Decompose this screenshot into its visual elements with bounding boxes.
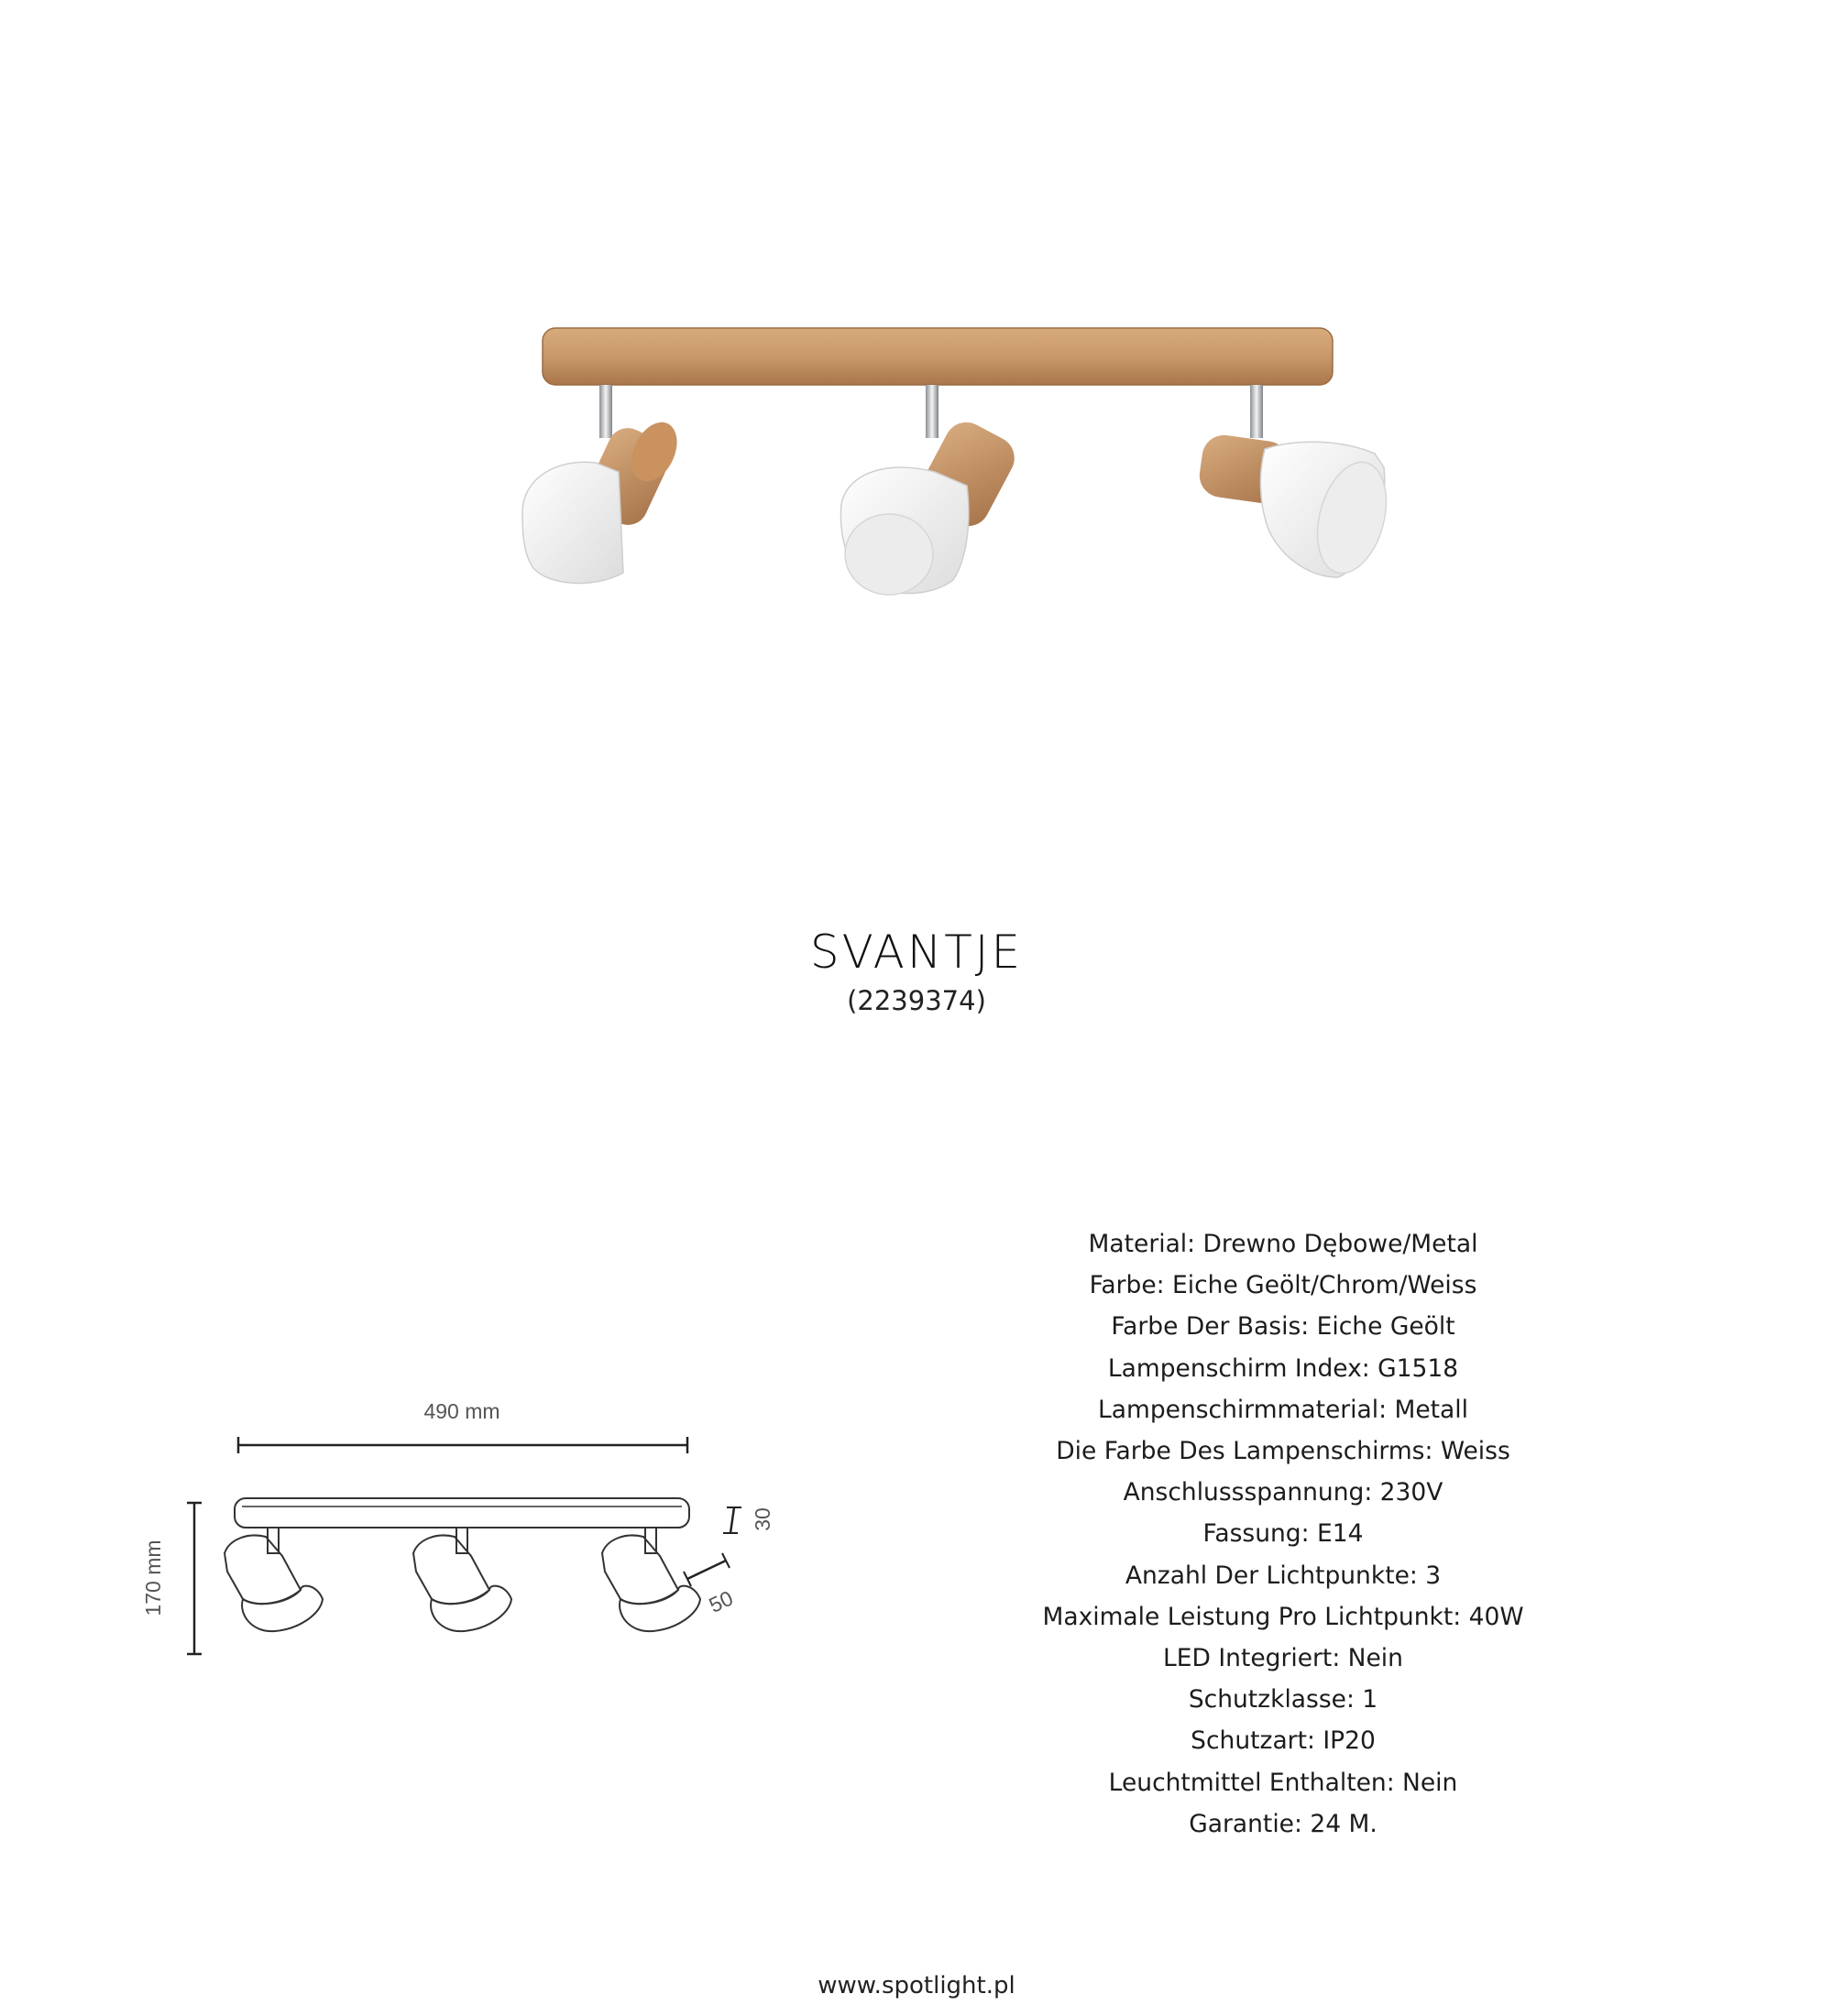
product-name: SVANTJE <box>809 926 1024 979</box>
specifications-list <box>971 1223 1595 1845</box>
wooden-bar <box>543 328 1333 385</box>
spot-outline-right <box>602 1528 700 1631</box>
product-code: (2239374) <box>847 985 986 1016</box>
spec-shade-material: Lampenschirmmaterial: Metall <box>1098 1395 1468 1424</box>
height-dimension-label: 170 mm <box>141 1539 165 1616</box>
spec-protection-class: Schutzklasse: 1 <box>1188 1685 1378 1715</box>
spec-shade-color: Die Farbe Des Lampenschirms: Weiss <box>1056 1437 1510 1466</box>
spot-left <box>522 415 686 584</box>
spot-outline-middle <box>413 1528 511 1631</box>
spec-light-points: Anzahl Der Lichtpunkte: 3 <box>1125 1561 1442 1590</box>
spec-socket: Fassung: E14 <box>1202 1519 1364 1549</box>
width-dimension-label: 490 mm <box>423 1399 500 1423</box>
chrome-stem-middle <box>926 385 938 438</box>
chrome-stem-left <box>599 385 612 438</box>
spot-middle <box>840 414 1022 595</box>
spec-ip-rating: Schutzart: IP20 <box>1191 1726 1376 1756</box>
spec-voltage: Anschlussspannung: 230V <box>1123 1478 1443 1507</box>
spec-shade-index: Lampenschirm Index: G1518 <box>1107 1353 1459 1383</box>
spot-outline-left <box>225 1528 323 1631</box>
technical-drawing <box>128 1375 807 1668</box>
spec-warranty: Garantie: 24 M. <box>1189 1809 1377 1838</box>
product-photo <box>458 302 1411 632</box>
bar-height-label: 30 <box>751 1507 774 1531</box>
spec-base-color: Farbe Der Basis: Eiche Geölt <box>1111 1312 1455 1342</box>
spec-bulbs-included: Leuchtmittel Enthalten: Nein <box>1108 1768 1458 1797</box>
spec-color: Farbe: Eiche Geölt/Chrom/Weiss <box>1089 1271 1477 1300</box>
spec-max-power: Maximale Leistung Pro Lichtpunkt: 40W <box>1042 1602 1524 1631</box>
depth-dimension-line <box>687 1561 726 1579</box>
spec-led-integrated: LED Integriert: Nein <box>1163 1644 1403 1673</box>
spot-right <box>1197 433 1398 581</box>
bar-outline <box>235 1498 689 1528</box>
spec-material: Material: Drewno Dębowe/Metal <box>1088 1230 1478 1258</box>
chrome-stem-right <box>1250 385 1263 438</box>
depth-label: 50 <box>705 1585 737 1617</box>
website-link[interactable]: www.spotlight.pl <box>818 1972 1015 2000</box>
bar-height-dimension-line <box>730 1507 734 1533</box>
